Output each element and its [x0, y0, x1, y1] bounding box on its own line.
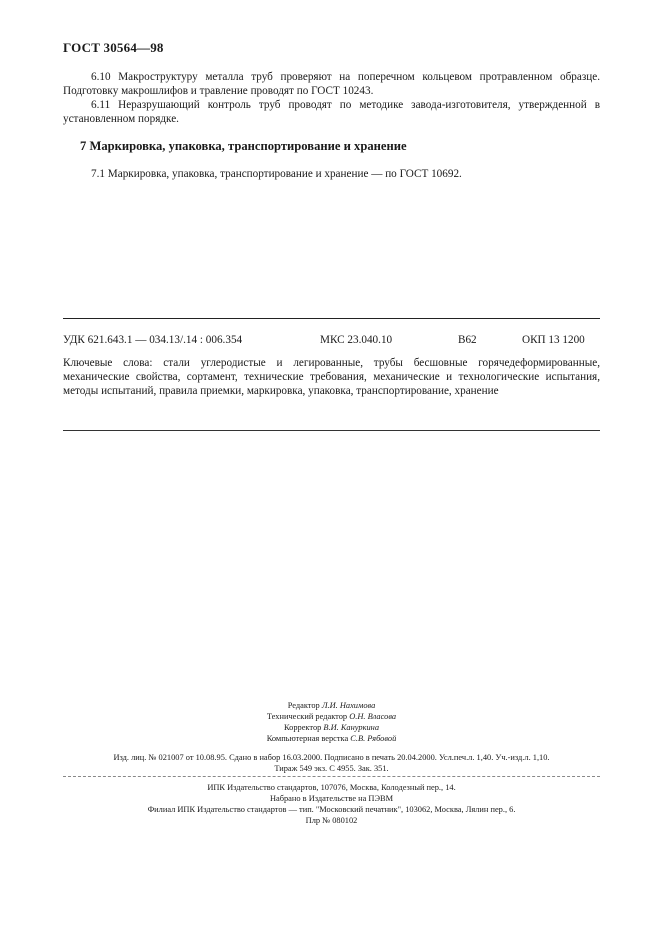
imprint-line-2: Тираж 549 экз. С 4955. Зак. 351. — [274, 764, 389, 773]
paragraph-7-1 — [63, 167, 600, 181]
editor-name: Л.И. Нахимова — [321, 701, 376, 710]
keywords-paragraph: Ключевые слова: стали углеродистые и легированные, трубы бесшовные горячедеформированные, механические свойства, сортамент, технические требования, механические и технологические испытания, методы испытаний, правила приемки, маркировка, упаковка, транспортирование, хранение — [63, 357, 600, 397]
imprint-block — [63, 752, 600, 774]
bottom-divider-rule — [63, 430, 600, 431]
paragraph-6-10-text: 6.10 Макроструктуру металла труб проверяют на поперечном кольцевом протравленном образце. Подготовку макрошлифов и травление проводят по ГОСТ 10243. — [63, 71, 600, 97]
publisher-line-4: Плр № 080102 — [305, 816, 358, 825]
tech-editor-name: О.Н. Власова — [349, 712, 397, 721]
imprint-dashed-rule — [63, 776, 600, 777]
group-code: В62 — [458, 334, 477, 346]
editorial-credits — [63, 700, 600, 744]
layout-label: Компьютерная верстка — [266, 734, 349, 743]
okp-code: ОКП 13 1200 — [522, 334, 585, 346]
top-divider-rule — [63, 318, 600, 319]
section-7-title: 7 Маркировка, упаковка, транспортирование и хранение — [80, 139, 407, 153]
udk-code: УДК 621.643.1 — 034.13/.14 : 006.354 — [63, 334, 243, 346]
publisher-block — [63, 782, 600, 826]
publisher-line-3: Филиал ИПК Издательство стандартов — тип. "Московский печатник", 103062, Москва, Лялин пер., 6. — [147, 805, 516, 814]
editor-label: Редактор — [287, 701, 320, 710]
publisher-line-2: Набрано в Издательстве на ПЭВМ — [269, 794, 394, 803]
classification-row — [63, 334, 600, 348]
imprint-line-1: Изд. лиц. № 021007 от 10.08.95. Сдано в набор 16.03.2000. Подписано в печать 20.04.2000. Усл.печ.л. 1,40. Уч.-изд.л. 1,10. — [113, 753, 550, 762]
tech-editor-label: Технический редактор — [266, 712, 348, 721]
mks-code: МКС 23.040.10 — [320, 334, 393, 346]
paragraph-6-10 — [63, 70, 600, 98]
layout-credit — [63, 733, 600, 744]
corrector-label: Корректор — [283, 723, 322, 732]
tech-editor-credit — [63, 711, 600, 722]
corrector-credit — [63, 722, 600, 733]
paragraph-7-1-text: 7.1 Маркировка, упаковка, транспортирование и хранение — по ГОСТ 10692. — [91, 168, 462, 180]
editor-credit — [63, 700, 600, 711]
corrector-name: В.И. Кануркина — [323, 723, 380, 732]
paragraph-6-11 — [63, 98, 600, 126]
paragraph-6-11-text: 6.11 Неразрушающий контроль труб проводят по методике завода-изготовителя, утвержденной в установленном порядке. — [63, 99, 600, 125]
layout-name: С.В. Рябовой — [350, 734, 397, 743]
document-code-header: ГОСТ 30564—98 — [63, 40, 164, 55]
publisher-line-1: ИПК Издательство стандартов, 107076, Москва, Колодезный пер., 14. — [207, 783, 456, 792]
